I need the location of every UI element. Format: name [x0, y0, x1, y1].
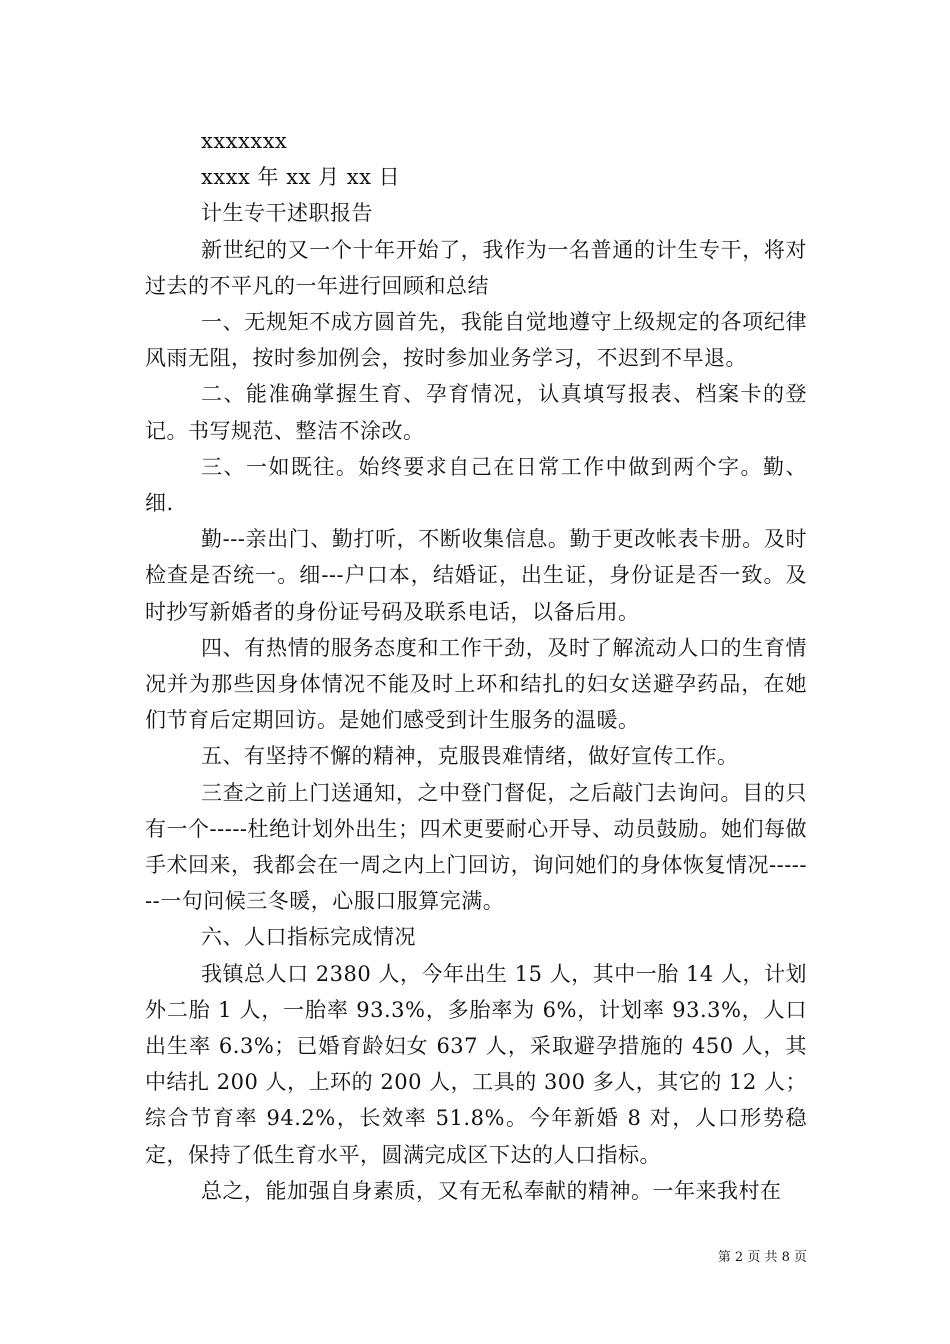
paragraph-section-4: 四、有热情的服务态度和工作干劲，及时了解流动人口的生育情况并为那些因身体情况不能及时上环和结扎的妇女送避孕药品，在她们节育后定期回访。是她们感受到计生服务的温暖。: [145, 635, 807, 733]
paragraph-statistics: 我镇总人口 2380 人，今年出生 15 人，其中一胎 14 人，计划外二胎 1 人，一胎率 93.3%，多胎率为 6%，计划率 93.3%，人口出生率 6.3%；已婚育龄妇女 637 人，采取避孕措施的 450 人，其中结扎 200 人，上环的 200 人，工具的 300 多人，其它的 12 人；综合节育率 94.2%，长效率 51.8%。今年新婚 8 对，人口形势稳定，保持了低生育水平，圆满完成区下达的人口指标。: [145, 961, 807, 1167]
paragraph-diligence: 勤---亲出门、勤打听，不断收集信息。勤于更改帐表卡册。及时检查是否统一。细---户口本，结婚证，出生证，身份证是否一致。及时抄写新婚者的身份证号码及联系电话，以备后用。: [145, 527, 807, 624]
page-number: 第 2 页 共 8 页: [717, 1250, 807, 1265]
report-title: 计生专干述职报告: [201, 201, 373, 226]
name-placeholder: xxxxxxx: [201, 129, 288, 153]
paragraph-section-3: 三、一如既往。始终要求自己在日常工作中做到两个字。勤、细.: [145, 454, 807, 516]
document-body: [145, 123, 807, 1209]
paragraph-section-2: 二、能准确掌握生育、孕育情况，认真填写报表、档案卡的登记。书写规范、整洁不涂改。: [145, 382, 807, 443]
paragraph-section-5: 五、有坚持不懈的精神，克服畏难情绪，做好宣传工作。: [201, 744, 739, 769]
report-date: xxxx 年 xx 月 xx 日: [201, 165, 401, 190]
paragraph-three-checks: 三查之前上门送通知，之中登门督促，之后敲门去询问。目的只有一个-----杜绝计划外出生；四术更要耐心开导、动员鼓励。她们每做手术回来，我都会在一周之内上门回访，询问她们的身体恢复情况-------一句问候三冬暖，心服口服算完满。: [145, 780, 807, 914]
paragraph-section-6: 六、人口指标完成情况: [201, 925, 416, 950]
paragraph-section-1: 一、无规矩不成方圆首先，我能自觉地遵守上级规定的各项纪律风雨无阻，按时参加例会，按时参加业务学习，不迟到不早退。: [145, 310, 807, 371]
paragraph-intro: 新世纪的又一个十年开始了，我作为一名普通的计生专干，将对过去的不平凡的一年进行回顾和总结: [145, 237, 807, 298]
paragraph-summary: 总之，能加强自身素质，又有无私奉献的精神。一年来我村在: [201, 1178, 782, 1203]
